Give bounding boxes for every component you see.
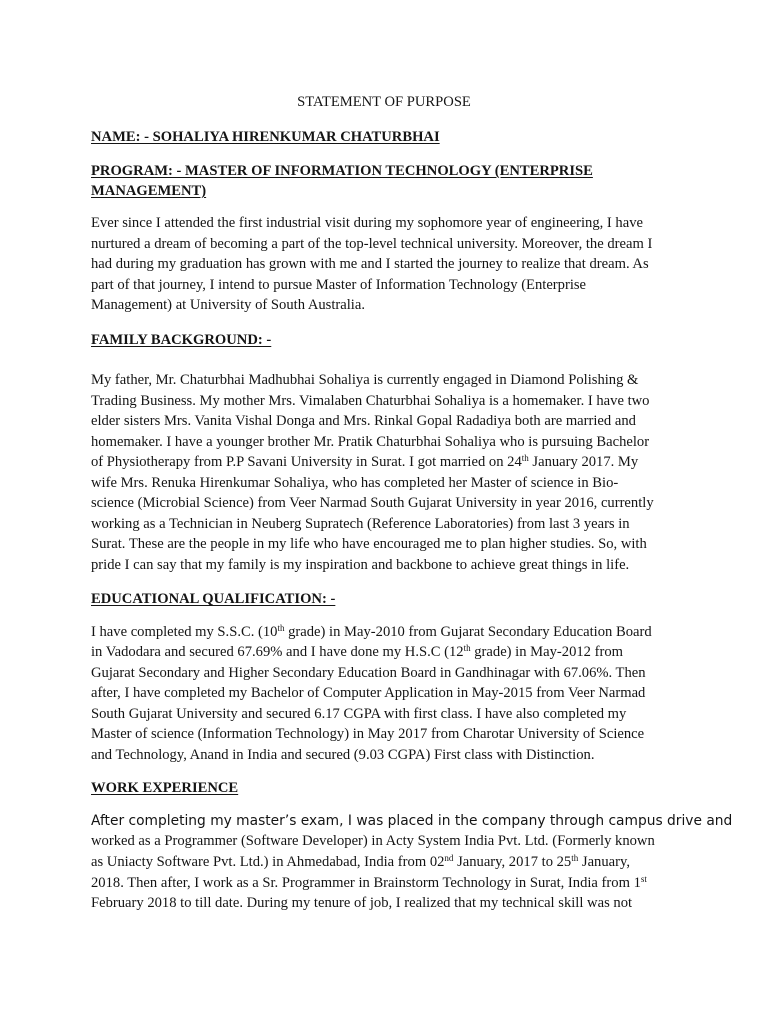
name-line: NAME: - SOHALIYA HIRENKUMAR CHATURBHAI [91, 129, 440, 145]
paragraph-line: science (Microbial Science) from Veer Narmad South Gujarat University in year 2016, currently [91, 495, 654, 511]
paragraph-line: Master of science (Information Technology) in May 2017 from Charotar University of Science [91, 726, 645, 742]
paragraph-line: After completing my master’s exam, I was placed in the company through campus drive and [91, 813, 733, 829]
paragraph-line: homemaker. I have a younger brother Mr. Pratik Chaturbhai Sohaliya who is pursuing Bachelor [91, 434, 650, 450]
program-line-1: PROGRAM: - MASTER OF INFORMATION TECHNOLOGY (ENTERPRISE [91, 163, 593, 179]
paragraph-line: elder sisters Mrs. Vanita Vishal Donga and Mrs. Rinkal Gopal Radadiya both are married and [91, 413, 636, 429]
paragraph-line: in Vadodara and secured 67.69% and I have done my H.S.C (12th grade) in May-2012 from [91, 643, 623, 660]
paragraph-line: worked as a Programmer (Software Developer) in Acty System India Pvt. Ltd. (Formerly known [91, 833, 655, 849]
paragraph-line: My father, Mr. Chaturbhai Madhubhai Sohaliya is currently engaged in Diamond Polishing & [91, 372, 639, 388]
paragraph-line: I have completed my S.S.C. (10th grade) in May-2010 from Gujarat Secondary Education Board [91, 623, 652, 640]
work-heading: WORK EXPERIENCE [91, 780, 239, 796]
education-heading: EDUCATIONAL QUALIFICATION: - [91, 591, 336, 607]
paragraph-line: after, I have completed my Bachelor of Computer Application in May-2015 from Veer Narmad [91, 685, 646, 701]
paragraph-line: pride I can say that my family is my inspiration and backbone to achieve great things in life. [91, 557, 630, 573]
document-title: STATEMENT OF PURPOSE [297, 94, 471, 110]
paragraph-line: Ever since I attended the first industrial visit during my sophomore year of engineering, I have [91, 215, 643, 231]
paragraph-line: as Uniacty Software Pvt. Ltd.) in Ahmedabad, India from 02nd January, 2017 to 25th January, [91, 853, 630, 870]
program-line-2: MANAGEMENT) [91, 183, 207, 199]
paragraph-line: part of that journey, I intend to pursue Master of Information Technology (Enterprise [91, 277, 587, 293]
paragraph-line: and Technology, Anand in India and secured (9.03 CGPA) First class with Distinction. [91, 747, 595, 763]
paragraph-line: had during my graduation has grown with me and I started the journey to realize that dream. As [91, 256, 649, 272]
paragraph-line: Surat. These are the people in my life who have encouraged me to plan higher studies. So, with [91, 536, 647, 552]
paragraph-line: wife Mrs. Renuka Hirenkumar Sohaliya, who has completed her Master of science in Bio- [91, 475, 619, 491]
family-heading: FAMILY BACKGROUND: - [91, 332, 272, 348]
paragraph-line: of Physiotherapy from P.P Savani University in Surat. I got married on 24th January 2017. My [91, 453, 639, 470]
paragraph-line: 2018. Then after, I work as a Sr. Programmer in Brainstorm Technology in Surat, India from 1st [91, 874, 647, 891]
paragraph-line: Gujarat Secondary and Higher Secondary Education Board in Gandhinagar with 67.06%. Then [91, 665, 646, 681]
paragraph-line: Trading Business. My mother Mrs. Vimalaben Chaturbhai Sohaliya is a homemaker. I have two [91, 393, 650, 409]
paragraph-line: nurtured a dream of becoming a part of the top-level technical university. Moreover, the dream I [91, 236, 653, 252]
paragraph-line: February 2018 to till date. During my tenure of job, I realized that my technical skill was not [91, 895, 633, 911]
paragraph-line: South Gujarat University and secured 6.17 CGPA with first class. I have also completed my [91, 706, 627, 722]
paragraph-line: Management) at University of South Australia. [91, 297, 365, 313]
paragraph-line: working as a Technician in Neuberg Supratech (Reference Laboratories) from last 3 years in [91, 516, 630, 532]
